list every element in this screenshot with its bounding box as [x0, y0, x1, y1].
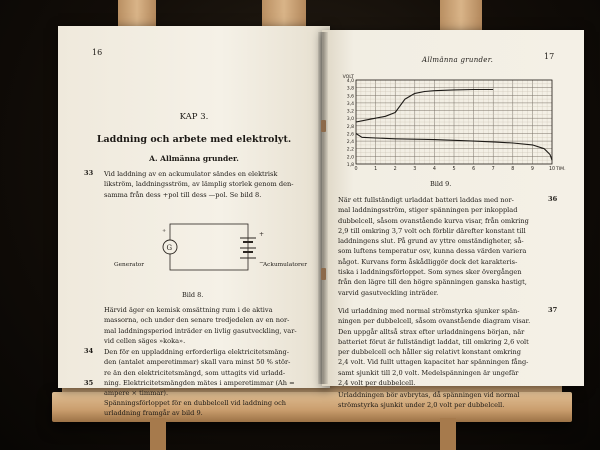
para-35 [104, 398, 314, 419]
para-line: massorna, och under den senare tredjedelen av en nor- [104, 316, 290, 325]
para-33-line: samma från dess +pol till dess —pol. Se bild 8. [104, 190, 262, 199]
circuit-wire [170, 224, 248, 270]
binding-clip [321, 268, 326, 280]
y-tick-label: 2,8 [346, 124, 354, 130]
book-gutter [318, 32, 328, 384]
para-36-line: laddningens slut. På grund av yttre omständigheter, så- [338, 237, 524, 246]
para-33-line: likström, laddningsström, av lämplig storlek genom den- [104, 180, 294, 189]
para-34-line: ning. Elektricitetsmängden mätes i amperetimmar (Ah = [104, 378, 295, 387]
section-title: A. Allmänna grunder. [149, 154, 239, 163]
para-last-line: Urladdningen bör avbrytas, då spänningen vid normal [338, 391, 520, 399]
x-tick-label: 8 [511, 167, 515, 172]
x-tick-label: 0 [354, 167, 358, 172]
chapter-title: Laddning och arbete med elektrolyt. [96, 134, 292, 145]
y-tick-label: 3,6 [346, 94, 354, 100]
generator-symbol-glyph: G [166, 244, 173, 252]
plus-sign: + [162, 228, 167, 234]
figure-8-caption: Bild 8. [182, 291, 204, 299]
para-37-line: 2,4 volt per dubbelcell. [338, 379, 416, 388]
x-tick-label: 7 [491, 167, 495, 172]
x-tick-label: 9 [530, 167, 534, 172]
minus-sign: − [259, 259, 265, 266]
para-34-line: ampere × timmar). [104, 389, 169, 398]
y-axis-label: VOLT [342, 75, 354, 80]
para-37-line: ningen per dubbelcell, såsom ovanstående diagram visar. [338, 317, 531, 326]
para-last-line: strömstyrka sjunkit under 2,0 volt per dubbelcell. [338, 401, 505, 410]
y-tick-label: 2,4 [346, 140, 354, 146]
para-37-line: batteriet förut är fullständigt laddat, till omkring 2,6 volt [338, 337, 529, 346]
para-36-line: något. Kurvans form åskådliggör dock det karakteris- [338, 257, 518, 266]
para-36-line: mal laddningsström, stiger spänningen per inkopplad [338, 206, 518, 215]
para-35-number: 35 [84, 379, 94, 387]
para-36-line: dubbelcell, såsom ovanstående kurva visar, från omkring [338, 216, 529, 225]
circuit-diagram [138, 214, 288, 284]
voltage-chart [328, 70, 566, 178]
para-body [104, 305, 314, 346]
left-page-number: 16 [92, 48, 103, 57]
right-page [322, 30, 584, 410]
x-tick-label: 2 [393, 167, 397, 172]
y-tick-label: 4,0 [346, 79, 354, 84]
para-34-line: re än den elektricitetsmängd, som uttagits vid urladd- [104, 368, 286, 377]
para-37-number: 37 [548, 306, 558, 314]
plus-sign: + [259, 231, 265, 238]
x-tick-label: 5 [452, 167, 456, 172]
para-last [338, 390, 538, 411]
x-tick-label: 1 [374, 167, 378, 172]
left-page [58, 26, 330, 418]
para-36-number: 36 [548, 195, 558, 203]
para-37 [338, 306, 538, 388]
para-36-line: 2,9 till omkring 3,7 volt och förblir därefter konstant till [338, 226, 526, 235]
para-35-line: Spänningsförloppet för en dubbelcell vid laddning och [104, 399, 287, 407]
para-34-number: 34 [84, 347, 94, 355]
x-tick-label: 10 [548, 167, 556, 172]
para-34-line: den (antalet amperetimmar) skall vara minst 50 % stör- [104, 358, 291, 367]
para-36-line: från den lägre till den högre spänningen ganska hastigt, [338, 278, 527, 287]
y-tick-label: 3,4 [346, 101, 354, 107]
para-line: Härvid äger en kemisk omsättning rum i de aktiva [104, 306, 273, 314]
para-line: mal laddningsperiod inträder en livlig gasutveckling, var- [104, 326, 297, 335]
chapter-heading: KAP 3. [179, 112, 209, 122]
para-34 [104, 347, 314, 398]
right-page-number: 17 [544, 52, 555, 61]
y-tick-label: 1,8 [346, 163, 354, 168]
y-tick-label: 2,6 [346, 132, 354, 138]
para-33-number: 33 [84, 169, 94, 177]
para-36-line: varvid gasutveckling inträder. [338, 288, 439, 297]
running-head: Allmänna grunder. [422, 56, 494, 64]
x-tick-label: 3 [413, 167, 417, 172]
para-37-line: Vid urladdning med normal strömstyrka sjunker spän- [338, 307, 520, 315]
para-34-line: Den för en uppladdning erforderliga elektricitetsmäng- [104, 348, 289, 356]
para-33 [104, 169, 314, 200]
para-36-line: tiska i laddningsförloppet. Som synes sker övergången [338, 268, 522, 277]
accumulator-label: Ackumulatorer [263, 262, 308, 268]
figure-9-caption: Bild 9. [430, 180, 452, 188]
x-tick-label: 4 [432, 167, 436, 172]
para-36 [338, 195, 538, 298]
para-35-line: urladdning framgår av bild 9. [104, 409, 203, 418]
para-37-line: Den uppgår alltså strax efter urladdningens början, när [338, 327, 525, 336]
y-tick-label: 3,8 [346, 86, 354, 92]
x-tick-label: 6 [472, 167, 476, 172]
para-36-line: När ett fullständigt urladdat batteri laddas med nor- [338, 196, 514, 204]
para-37-line: per dubbelcell och håller sig relativt konstant omkring [338, 348, 521, 357]
y-tick-label: 2,0 [346, 155, 354, 161]
y-tick-label: 3,2 [346, 109, 354, 115]
y-tick-label: 2,2 [346, 147, 354, 153]
para-37-line: 2,4 volt. Vid fullt uttagen kapacitet har spänningen fång- [338, 358, 529, 367]
generator-label: Generator [114, 262, 145, 268]
x-axis-label: TIM. [556, 167, 566, 172]
para-37-line: samt sjunkit till 2,0 volt. Medelspänningen är ungefär [338, 368, 519, 377]
para-line: vid cellen säges »koka». [104, 336, 186, 345]
para-36-line: som luftens temperatur osv, kunna dessa värden variera [338, 247, 527, 256]
y-tick-label: 3,0 [346, 117, 354, 123]
easel-leg-right [440, 418, 456, 450]
easel-leg-left [150, 418, 166, 450]
binding-clip [321, 120, 326, 132]
para-33-line: Vid laddning av en ackumulator sändes en elektrisk [104, 170, 278, 178]
